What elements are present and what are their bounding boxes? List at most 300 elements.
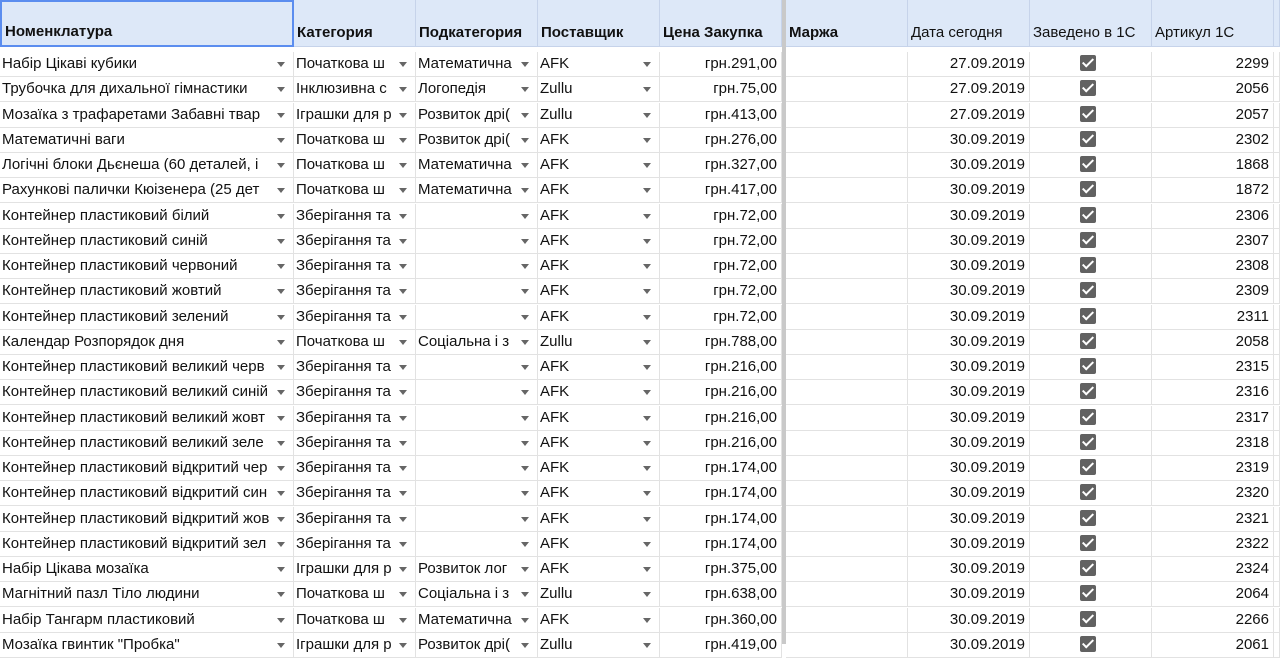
price-cell[interactable]	[660, 103, 782, 128]
dropdown-arrow-icon[interactable]	[521, 517, 529, 522]
in-1c-cell[interactable]	[1030, 355, 1152, 380]
checkbox-checked-icon[interactable]	[1080, 585, 1096, 601]
margin-cell[interactable]	[786, 52, 908, 77]
category-cell[interactable]	[294, 481, 416, 506]
article-cell[interactable]	[1152, 77, 1274, 102]
dropdown-arrow-icon[interactable]	[643, 390, 651, 395]
name-cell[interactable]	[0, 507, 294, 532]
price-cell[interactable]	[660, 532, 782, 557]
checkbox-checked-icon[interactable]	[1080, 611, 1096, 627]
category-cell[interactable]	[294, 254, 416, 279]
supplier-cell[interactable]	[538, 507, 660, 532]
date-cell[interactable]	[908, 153, 1030, 178]
margin-cell[interactable]	[786, 355, 908, 380]
dropdown-arrow-icon[interactable]	[277, 188, 285, 193]
in-1c-cell[interactable]	[1030, 608, 1152, 633]
checkbox-checked-icon[interactable]	[1080, 459, 1096, 475]
dropdown-arrow-icon[interactable]	[643, 239, 651, 244]
in-1c-cell[interactable]	[1030, 229, 1152, 254]
extra-cell[interactable]	[1274, 355, 1280, 380]
checkbox-checked-icon[interactable]	[1080, 257, 1096, 273]
margin-cell[interactable]	[786, 103, 908, 128]
name-cell[interactable]	[0, 229, 294, 254]
category-cell[interactable]	[294, 406, 416, 431]
dropdown-arrow-icon[interactable]	[521, 62, 529, 67]
name-cell[interactable]	[0, 532, 294, 557]
subcategory-cell[interactable]	[416, 507, 538, 532]
date-cell[interactable]	[908, 431, 1030, 456]
date-cell[interactable]	[908, 178, 1030, 203]
dropdown-arrow-icon[interactable]	[521, 491, 529, 496]
subcategory-cell[interactable]	[416, 204, 538, 229]
article-cell[interactable]	[1152, 582, 1274, 607]
date-cell[interactable]	[908, 330, 1030, 355]
category-cell[interactable]	[294, 330, 416, 355]
checkbox-checked-icon[interactable]	[1080, 510, 1096, 526]
category-cell[interactable]	[294, 153, 416, 178]
dropdown-arrow-icon[interactable]	[643, 618, 651, 623]
header-price[interactable]: Цена Закупка	[660, 0, 782, 47]
date-cell[interactable]	[908, 456, 1030, 481]
dropdown-arrow-icon[interactable]	[643, 517, 651, 522]
checkbox-checked-icon[interactable]	[1080, 131, 1096, 147]
category-cell[interactable]	[294, 380, 416, 405]
category-cell[interactable]	[294, 204, 416, 229]
margin-cell[interactable]	[786, 532, 908, 557]
supplier-cell[interactable]	[538, 633, 660, 658]
dropdown-arrow-icon[interactable]	[521, 618, 529, 623]
name-cell[interactable]	[0, 77, 294, 102]
margin-cell[interactable]	[786, 305, 908, 330]
dropdown-arrow-icon[interactable]	[643, 138, 651, 143]
article-cell[interactable]	[1152, 305, 1274, 330]
dropdown-arrow-icon[interactable]	[521, 138, 529, 143]
dropdown-arrow-icon[interactable]	[643, 567, 651, 572]
dropdown-arrow-icon[interactable]	[521, 441, 529, 446]
extra-cell[interactable]	[1274, 153, 1280, 178]
price-cell[interactable]	[660, 456, 782, 481]
margin-cell[interactable]	[786, 608, 908, 633]
article-cell[interactable]	[1152, 330, 1274, 355]
price-cell[interactable]	[660, 481, 782, 506]
price-cell[interactable]	[660, 77, 782, 102]
price-cell[interactable]	[660, 178, 782, 203]
in-1c-cell[interactable]	[1030, 507, 1152, 532]
dropdown-arrow-icon[interactable]	[399, 441, 407, 446]
checkbox-checked-icon[interactable]	[1080, 207, 1096, 223]
checkbox-checked-icon[interactable]	[1080, 55, 1096, 71]
checkbox-checked-icon[interactable]	[1080, 409, 1096, 425]
category-cell[interactable]	[294, 557, 416, 582]
dropdown-arrow-icon[interactable]	[643, 113, 651, 118]
article-cell[interactable]	[1152, 128, 1274, 153]
dropdown-arrow-icon[interactable]	[643, 214, 651, 219]
extra-cell[interactable]	[1274, 103, 1280, 128]
dropdown-arrow-icon[interactable]	[277, 542, 285, 547]
subcategory-cell[interactable]	[416, 406, 538, 431]
dropdown-arrow-icon[interactable]	[399, 416, 407, 421]
in-1c-cell[interactable]	[1030, 153, 1152, 178]
dropdown-arrow-icon[interactable]	[521, 289, 529, 294]
margin-cell[interactable]	[786, 582, 908, 607]
dropdown-arrow-icon[interactable]	[399, 188, 407, 193]
name-cell[interactable]	[0, 380, 294, 405]
price-cell[interactable]	[660, 431, 782, 456]
subcategory-cell[interactable]	[416, 229, 538, 254]
margin-cell[interactable]	[786, 229, 908, 254]
margin-cell[interactable]	[786, 633, 908, 658]
subcategory-cell[interactable]	[416, 153, 538, 178]
date-cell[interactable]	[908, 279, 1030, 304]
article-cell[interactable]	[1152, 178, 1274, 203]
dropdown-arrow-icon[interactable]	[399, 365, 407, 370]
extra-cell[interactable]	[1274, 456, 1280, 481]
name-cell[interactable]	[0, 305, 294, 330]
subcategory-cell[interactable]	[416, 532, 538, 557]
price-cell[interactable]	[660, 254, 782, 279]
subcategory-cell[interactable]	[416, 305, 538, 330]
extra-cell[interactable]	[1274, 557, 1280, 582]
supplier-cell[interactable]	[538, 204, 660, 229]
supplier-cell[interactable]	[538, 608, 660, 633]
extra-cell[interactable]	[1274, 279, 1280, 304]
checkbox-checked-icon[interactable]	[1080, 434, 1096, 450]
price-cell[interactable]	[660, 608, 782, 633]
name-cell[interactable]	[0, 254, 294, 279]
dropdown-arrow-icon[interactable]	[399, 264, 407, 269]
dropdown-arrow-icon[interactable]	[521, 163, 529, 168]
name-cell[interactable]	[0, 481, 294, 506]
dropdown-arrow-icon[interactable]	[277, 365, 285, 370]
article-cell[interactable]	[1152, 204, 1274, 229]
price-cell[interactable]	[660, 229, 782, 254]
article-cell[interactable]	[1152, 229, 1274, 254]
dropdown-arrow-icon[interactable]	[643, 441, 651, 446]
subcategory-cell[interactable]	[416, 608, 538, 633]
in-1c-cell[interactable]	[1030, 456, 1152, 481]
dropdown-arrow-icon[interactable]	[643, 491, 651, 496]
price-cell[interactable]	[660, 507, 782, 532]
supplier-cell[interactable]	[538, 380, 660, 405]
checkbox-checked-icon[interactable]	[1080, 156, 1096, 172]
extra-cell[interactable]	[1274, 532, 1280, 557]
price-cell[interactable]	[660, 582, 782, 607]
checkbox-checked-icon[interactable]	[1080, 383, 1096, 399]
category-cell[interactable]	[294, 456, 416, 481]
category-cell[interactable]	[294, 633, 416, 658]
checkbox-checked-icon[interactable]	[1080, 181, 1096, 197]
supplier-cell[interactable]	[538, 305, 660, 330]
supplier-cell[interactable]	[538, 355, 660, 380]
dropdown-arrow-icon[interactable]	[643, 542, 651, 547]
subcategory-cell[interactable]	[416, 355, 538, 380]
checkbox-checked-icon[interactable]	[1080, 484, 1096, 500]
supplier-cell[interactable]	[538, 481, 660, 506]
name-cell[interactable]	[0, 406, 294, 431]
supplier-cell[interactable]	[538, 178, 660, 203]
dropdown-arrow-icon[interactable]	[277, 62, 285, 67]
article-cell[interactable]	[1152, 633, 1274, 658]
subcategory-cell[interactable]	[416, 633, 538, 658]
dropdown-arrow-icon[interactable]	[277, 113, 285, 118]
supplier-cell[interactable]	[538, 406, 660, 431]
price-cell[interactable]	[660, 406, 782, 431]
in-1c-cell[interactable]	[1030, 330, 1152, 355]
in-1c-cell[interactable]	[1030, 380, 1152, 405]
dropdown-arrow-icon[interactable]	[643, 163, 651, 168]
dropdown-arrow-icon[interactable]	[521, 87, 529, 92]
article-cell[interactable]	[1152, 406, 1274, 431]
dropdown-arrow-icon[interactable]	[277, 618, 285, 623]
dropdown-arrow-icon[interactable]	[521, 365, 529, 370]
price-cell[interactable]	[660, 330, 782, 355]
article-cell[interactable]	[1152, 254, 1274, 279]
supplier-cell[interactable]	[538, 153, 660, 178]
article-cell[interactable]	[1152, 608, 1274, 633]
dropdown-arrow-icon[interactable]	[277, 441, 285, 446]
in-1c-cell[interactable]	[1030, 204, 1152, 229]
checkbox-checked-icon[interactable]	[1080, 282, 1096, 298]
extra-cell[interactable]	[1274, 481, 1280, 506]
name-cell[interactable]	[0, 128, 294, 153]
header-category[interactable]: Категория	[294, 0, 416, 47]
subcategory-cell[interactable]	[416, 557, 538, 582]
price-cell[interactable]	[660, 153, 782, 178]
date-cell[interactable]	[908, 582, 1030, 607]
header-in-1c[interactable]: Заведено в 1С	[1030, 0, 1152, 47]
dropdown-arrow-icon[interactable]	[521, 542, 529, 547]
date-cell[interactable]	[908, 380, 1030, 405]
header-subcategory[interactable]: Подкатегория	[416, 0, 538, 47]
subcategory-cell[interactable]	[416, 279, 538, 304]
header-extra[interactable]	[1274, 0, 1280, 47]
date-cell[interactable]	[908, 52, 1030, 77]
dropdown-arrow-icon[interactable]	[643, 416, 651, 421]
dropdown-arrow-icon[interactable]	[277, 289, 285, 294]
name-cell[interactable]	[0, 330, 294, 355]
category-cell[interactable]	[294, 431, 416, 456]
extra-cell[interactable]	[1274, 431, 1280, 456]
dropdown-arrow-icon[interactable]	[399, 542, 407, 547]
date-cell[interactable]	[908, 128, 1030, 153]
in-1c-cell[interactable]	[1030, 103, 1152, 128]
supplier-cell[interactable]	[538, 77, 660, 102]
dropdown-arrow-icon[interactable]	[521, 390, 529, 395]
name-cell[interactable]	[0, 178, 294, 203]
price-cell[interactable]	[660, 279, 782, 304]
dropdown-arrow-icon[interactable]	[643, 315, 651, 320]
header-margin[interactable]: Маржа	[786, 0, 908, 47]
supplier-cell[interactable]	[538, 557, 660, 582]
subcategory-cell[interactable]	[416, 52, 538, 77]
dropdown-arrow-icon[interactable]	[277, 491, 285, 496]
checkbox-checked-icon[interactable]	[1080, 333, 1096, 349]
extra-cell[interactable]	[1274, 507, 1280, 532]
dropdown-arrow-icon[interactable]	[277, 138, 285, 143]
margin-cell[interactable]	[786, 456, 908, 481]
in-1c-cell[interactable]	[1030, 128, 1152, 153]
dropdown-arrow-icon[interactable]	[277, 214, 285, 219]
name-cell[interactable]	[0, 608, 294, 633]
dropdown-arrow-icon[interactable]	[521, 567, 529, 572]
article-cell[interactable]	[1152, 557, 1274, 582]
subcategory-cell[interactable]	[416, 582, 538, 607]
category-cell[interactable]	[294, 52, 416, 77]
in-1c-cell[interactable]	[1030, 178, 1152, 203]
extra-cell[interactable]	[1274, 229, 1280, 254]
in-1c-cell[interactable]	[1030, 582, 1152, 607]
dropdown-arrow-icon[interactable]	[277, 163, 285, 168]
article-cell[interactable]	[1152, 532, 1274, 557]
category-cell[interactable]	[294, 229, 416, 254]
supplier-cell[interactable]	[538, 52, 660, 77]
checkbox-checked-icon[interactable]	[1080, 358, 1096, 374]
in-1c-cell[interactable]	[1030, 254, 1152, 279]
in-1c-cell[interactable]	[1030, 77, 1152, 102]
category-cell[interactable]	[294, 507, 416, 532]
subcategory-cell[interactable]	[416, 103, 538, 128]
margin-cell[interactable]	[786, 204, 908, 229]
header-date[interactable]: Дата сегодня	[908, 0, 1030, 47]
extra-cell[interactable]	[1274, 330, 1280, 355]
date-cell[interactable]	[908, 633, 1030, 658]
dropdown-arrow-icon[interactable]	[643, 592, 651, 597]
extra-cell[interactable]	[1274, 633, 1280, 658]
date-cell[interactable]	[908, 103, 1030, 128]
extra-cell[interactable]	[1274, 406, 1280, 431]
header-supplier[interactable]: Поставщик	[538, 0, 660, 47]
in-1c-cell[interactable]	[1030, 52, 1152, 77]
dropdown-arrow-icon[interactable]	[277, 315, 285, 320]
margin-cell[interactable]	[786, 330, 908, 355]
dropdown-arrow-icon[interactable]	[399, 62, 407, 67]
date-cell[interactable]	[908, 77, 1030, 102]
dropdown-arrow-icon[interactable]	[399, 517, 407, 522]
name-cell[interactable]	[0, 557, 294, 582]
dropdown-arrow-icon[interactable]	[277, 390, 285, 395]
extra-cell[interactable]	[1274, 204, 1280, 229]
dropdown-arrow-icon[interactable]	[399, 214, 407, 219]
extra-cell[interactable]	[1274, 128, 1280, 153]
margin-cell[interactable]	[786, 481, 908, 506]
dropdown-arrow-icon[interactable]	[399, 315, 407, 320]
supplier-cell[interactable]	[538, 128, 660, 153]
article-cell[interactable]	[1152, 103, 1274, 128]
margin-cell[interactable]	[786, 254, 908, 279]
margin-cell[interactable]	[786, 178, 908, 203]
dropdown-arrow-icon[interactable]	[399, 491, 407, 496]
dropdown-arrow-icon[interactable]	[521, 340, 529, 345]
dropdown-arrow-icon[interactable]	[643, 340, 651, 345]
price-cell[interactable]	[660, 52, 782, 77]
price-cell[interactable]	[660, 355, 782, 380]
dropdown-arrow-icon[interactable]	[399, 239, 407, 244]
dropdown-arrow-icon[interactable]	[277, 340, 285, 345]
dropdown-arrow-icon[interactable]	[521, 214, 529, 219]
article-cell[interactable]	[1152, 52, 1274, 77]
date-cell[interactable]	[908, 557, 1030, 582]
margin-cell[interactable]	[786, 431, 908, 456]
frozen-column-divider[interactable]	[782, 0, 786, 644]
supplier-cell[interactable]	[538, 279, 660, 304]
checkbox-checked-icon[interactable]	[1080, 535, 1096, 551]
supplier-cell[interactable]	[538, 532, 660, 557]
dropdown-arrow-icon[interactable]	[399, 466, 407, 471]
article-cell[interactable]	[1152, 481, 1274, 506]
subcategory-cell[interactable]	[416, 380, 538, 405]
supplier-cell[interactable]	[538, 229, 660, 254]
extra-cell[interactable]	[1274, 582, 1280, 607]
dropdown-arrow-icon[interactable]	[643, 289, 651, 294]
category-cell[interactable]	[294, 103, 416, 128]
dropdown-arrow-icon[interactable]	[399, 390, 407, 395]
dropdown-arrow-icon[interactable]	[521, 416, 529, 421]
dropdown-arrow-icon[interactable]	[277, 592, 285, 597]
date-cell[interactable]	[908, 507, 1030, 532]
dropdown-arrow-icon[interactable]	[521, 113, 529, 118]
category-cell[interactable]	[294, 355, 416, 380]
dropdown-arrow-icon[interactable]	[399, 567, 407, 572]
checkbox-checked-icon[interactable]	[1080, 106, 1096, 122]
extra-cell[interactable]	[1274, 52, 1280, 77]
price-cell[interactable]	[660, 204, 782, 229]
dropdown-arrow-icon[interactable]	[521, 592, 529, 597]
date-cell[interactable]	[908, 229, 1030, 254]
in-1c-cell[interactable]	[1030, 279, 1152, 304]
name-cell[interactable]	[0, 103, 294, 128]
dropdown-arrow-icon[interactable]	[643, 87, 651, 92]
dropdown-arrow-icon[interactable]	[277, 264, 285, 269]
price-cell[interactable]	[660, 633, 782, 658]
supplier-cell[interactable]	[538, 431, 660, 456]
subcategory-cell[interactable]	[416, 128, 538, 153]
dropdown-arrow-icon[interactable]	[399, 163, 407, 168]
extra-cell[interactable]	[1274, 178, 1280, 203]
dropdown-arrow-icon[interactable]	[399, 138, 407, 143]
dropdown-arrow-icon[interactable]	[277, 517, 285, 522]
category-cell[interactable]	[294, 532, 416, 557]
price-cell[interactable]	[660, 380, 782, 405]
name-cell[interactable]	[0, 204, 294, 229]
dropdown-arrow-icon[interactable]	[399, 113, 407, 118]
dropdown-arrow-icon[interactable]	[643, 62, 651, 67]
date-cell[interactable]	[908, 355, 1030, 380]
margin-cell[interactable]	[786, 279, 908, 304]
dropdown-arrow-icon[interactable]	[277, 87, 285, 92]
margin-cell[interactable]	[786, 507, 908, 532]
dropdown-arrow-icon[interactable]	[521, 239, 529, 244]
checkbox-checked-icon[interactable]	[1080, 308, 1096, 324]
supplier-cell[interactable]	[538, 582, 660, 607]
price-cell[interactable]	[660, 128, 782, 153]
dropdown-arrow-icon[interactable]	[277, 416, 285, 421]
dropdown-arrow-icon[interactable]	[643, 264, 651, 269]
supplier-cell[interactable]	[538, 103, 660, 128]
dropdown-arrow-icon[interactable]	[399, 289, 407, 294]
dropdown-arrow-icon[interactable]	[399, 340, 407, 345]
category-cell[interactable]	[294, 128, 416, 153]
dropdown-arrow-icon[interactable]	[521, 466, 529, 471]
price-cell[interactable]	[660, 305, 782, 330]
name-cell[interactable]	[0, 279, 294, 304]
dropdown-arrow-icon[interactable]	[643, 365, 651, 370]
extra-cell[interactable]	[1274, 77, 1280, 102]
category-cell[interactable]	[294, 279, 416, 304]
in-1c-cell[interactable]	[1030, 557, 1152, 582]
category-cell[interactable]	[294, 608, 416, 633]
dropdown-arrow-icon[interactable]	[643, 466, 651, 471]
name-cell[interactable]	[0, 582, 294, 607]
